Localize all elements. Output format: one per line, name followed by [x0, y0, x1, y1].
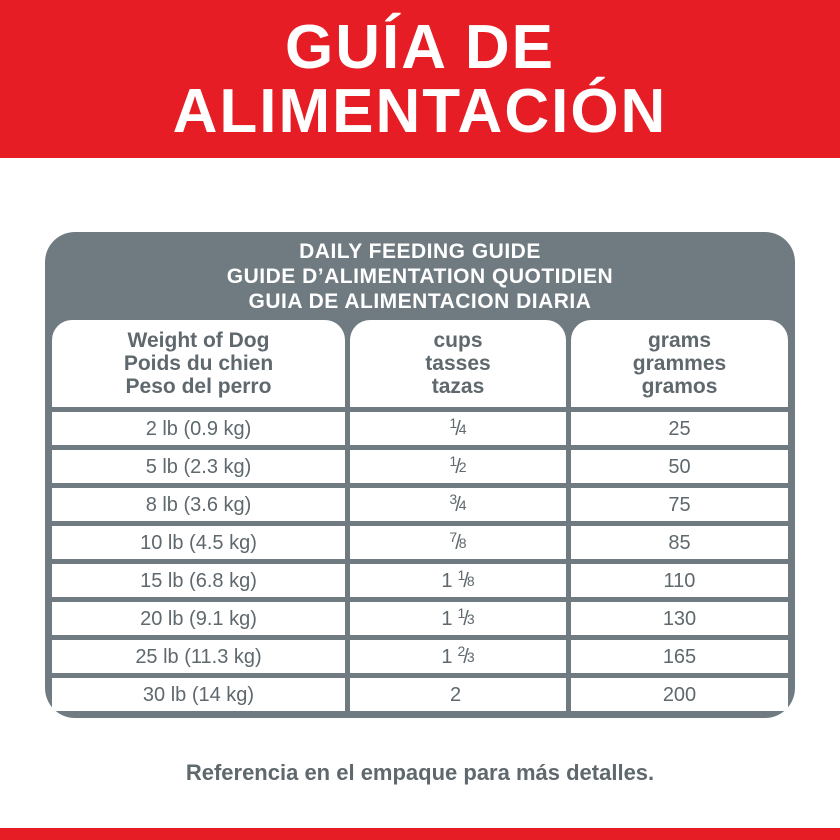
top-banner	[0, 0, 840, 158]
cups-cell	[350, 450, 566, 483]
column-header-weight-es: Peso del perro	[125, 375, 272, 398]
fraction-denominator: 4	[458, 496, 467, 513]
table-title	[52, 232, 788, 320]
weight-cell: 20 lb (9.1 kg)	[52, 602, 345, 635]
weight-cell: 15 lb (6.8 kg)	[52, 564, 345, 597]
column-header-weight	[52, 320, 345, 407]
weight-cell: 2 lb (0.9 kg)	[52, 412, 345, 445]
cups-cell	[350, 526, 566, 559]
fraction-numerator: 3	[449, 490, 458, 507]
column-header-grams-fr: grammes	[632, 352, 727, 375]
fraction-slash: /	[463, 569, 469, 592]
fraction-numerator: 2	[457, 642, 466, 659]
cups-whole-number: 2	[449, 683, 462, 706]
table-title-line-fr: GUIDE D’ALIMENTATION QUOTIDIEN	[226, 264, 614, 288]
fraction-slash: /	[455, 455, 461, 478]
weight-cell: 25 lb (11.3 kg)	[52, 640, 345, 673]
cups-cell	[350, 412, 566, 445]
cups-cell	[350, 640, 566, 673]
column-header-grams	[571, 320, 788, 407]
grams-cell: 50	[571, 450, 788, 483]
column-header-cups	[350, 320, 566, 407]
grams-cell: 110	[571, 564, 788, 597]
fraction-denominator: 8	[466, 572, 475, 589]
page-title-line-1: GUÍA DE	[284, 13, 556, 82]
table-title-line-es: GUIA DE ALIMENTACION DIARIA	[248, 289, 592, 313]
grams-cell: 85	[571, 526, 788, 559]
weight-cell: 5 lb (2.3 kg)	[52, 450, 345, 483]
fraction-slash: /	[455, 493, 461, 516]
fraction-denominator: 8	[458, 534, 467, 551]
column-header-cups-en: cups	[433, 329, 483, 352]
feeding-table-grid	[52, 320, 788, 711]
feeding-guide-table	[45, 232, 795, 718]
grams-cell: 200	[571, 678, 788, 711]
fraction-denominator: 2	[458, 458, 467, 475]
grams-cell: 165	[571, 640, 788, 673]
bottom-red-bar	[0, 828, 840, 840]
weight-cell: 30 lb (14 kg)	[52, 678, 345, 711]
column-header-cups-es: tazas	[431, 375, 485, 398]
grams-cell: 25	[571, 412, 788, 445]
column-header-grams-es: gramos	[641, 375, 718, 398]
column-header-cups-fr: tasses	[425, 352, 491, 375]
fraction-slash: /	[455, 417, 461, 440]
column-header-weight-fr: Poids du chien	[123, 352, 274, 375]
fraction-denominator: 3	[466, 648, 475, 665]
fraction-numerator: 1	[449, 414, 458, 431]
cups-whole-number: 1	[441, 607, 453, 630]
cups-cell	[350, 564, 566, 597]
fraction-numerator: 1	[457, 566, 466, 583]
fraction-denominator: 3	[466, 610, 475, 627]
weight-cell: 10 lb (4.5 kg)	[52, 526, 345, 559]
column-header-grams-en: grams	[647, 329, 712, 352]
cups-cell	[350, 678, 566, 711]
cups-whole-number: 1	[441, 569, 453, 592]
weight-cell: 8 lb (3.6 kg)	[52, 488, 345, 521]
cups-cell	[350, 602, 566, 635]
fraction-numerator: 1	[457, 604, 466, 621]
fraction-slash: /	[463, 645, 469, 668]
fraction-slash: /	[455, 531, 461, 554]
page-title-line-2: ALIMENTACIÓN	[172, 77, 668, 146]
fraction-slash: /	[463, 607, 469, 630]
cups-cell	[350, 488, 566, 521]
fraction-numerator: 7	[449, 528, 458, 545]
table-title-line-en: DAILY FEEDING GUIDE	[299, 239, 541, 263]
column-header-weight-en: Weight of Dog	[127, 329, 270, 352]
fraction-denominator: 4	[458, 420, 467, 437]
fraction-numerator: 1	[449, 452, 458, 469]
footer-note: Referencia en el empaque para más detalles.	[185, 760, 655, 785]
cups-whole-number: 1	[441, 645, 453, 668]
grams-cell: 75	[571, 488, 788, 521]
grams-cell: 130	[571, 602, 788, 635]
